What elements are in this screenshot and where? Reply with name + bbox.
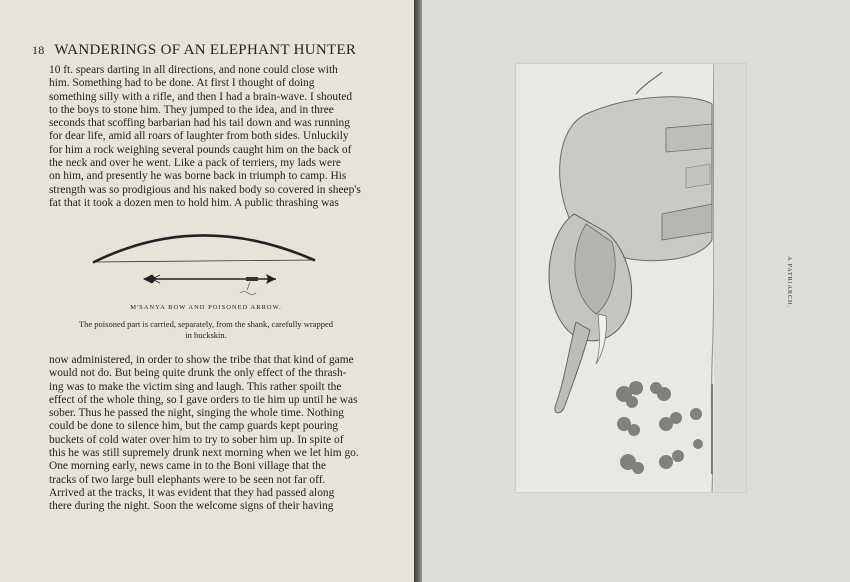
elephant-leg <box>686 164 710 188</box>
plate-caption: A PATRIARCH. <box>786 256 792 308</box>
text-line: buckets of cold water over him to try to sober him up. In spite of <box>49 433 344 446</box>
running-head <box>32 42 392 59</box>
book-title: WANDERINGS OF AN ELEPHANT HUNTER <box>54 42 357 58</box>
paragraph-top <box>49 64 361 210</box>
page-number: 18 <box>32 43 45 57</box>
text-line: sober. Thus he passed the night, singing the whole time. Nothing <box>49 407 344 420</box>
figure-caption-line: The poisoned part is carried, separately, from the shank, carefully wrapped <box>78 319 334 329</box>
text-line: 10 ft. spears darting in all directions, and none could close with <box>49 64 338 76</box>
text-line: something silly with a rifle, and then I had a brain-wave. I shouted <box>49 90 353 103</box>
right-page <box>422 0 850 582</box>
elephant-tail <box>636 72 662 94</box>
text-line: the neck and over he went. Like a pack of terriers, my lads were <box>49 157 341 170</box>
paragraph-bottom <box>49 354 361 514</box>
plate-shade <box>714 64 746 492</box>
text-line: for dear life, amid all roars of laughter from both sides. Unluckily <box>49 130 349 143</box>
elephant-illustration <box>516 64 746 492</box>
bow-and-arrow-figure <box>90 218 320 298</box>
bow-string <box>94 260 314 262</box>
text-line: would not do. But being quite drunk the only effect of the thrash- <box>49 367 347 380</box>
text-line: strength was so prodigious and his naked body so covered in sheep's <box>49 183 361 196</box>
text-line: tracks of two large bull elephants were to be seen not far off. <box>49 473 326 486</box>
elephant-trunk <box>555 322 590 413</box>
artist-signature <box>240 282 256 295</box>
text-line: him. Something had to be done. At first I thought of doing <box>49 77 315 90</box>
tree-cluster <box>616 381 703 474</box>
text-line: now administered, in order to show the tribe that that kind of game <box>49 354 354 366</box>
text-line: One morning early, news came in to the Boni village that the <box>49 460 326 473</box>
figure-caption-line: in buckskin. <box>185 330 227 340</box>
text-line: seconds that scoffing barbarian had his tail down and was running <box>49 117 350 130</box>
text-line: effect of the whole thing, so I gave orders to tie him up until he was <box>49 393 358 406</box>
figure-caption-title: M'SANYA BOW AND POISONED ARROW. <box>130 304 282 311</box>
text-line: could be done to silence him, but the camp guards kept pouring <box>49 420 339 433</box>
text-line: fat that it took a dozen men to hold him. A public thrashing was <box>49 196 339 209</box>
elephant-leg <box>666 124 712 152</box>
text-line: to the boys to stone him. They jumped to the idea, and in three <box>49 103 334 116</box>
text-line: ing was to make the victim sing and laugh. This rather spoilt the <box>49 380 342 393</box>
text-line: there during the night. Soon the welcome signs of their having <box>49 500 334 513</box>
arrow-binding <box>246 277 258 281</box>
bow-limb <box>94 235 314 262</box>
figure-caption <box>50 319 362 341</box>
book-gutter <box>414 0 422 582</box>
text-line: on him, and presently he was borne back in triumph to camp. His <box>49 170 347 183</box>
left-page <box>0 0 414 582</box>
text-line: for him a rock weighing several pounds caught him on the back of <box>49 143 352 156</box>
text-line: Arrived at the tracks, it was evident that they had passed along <box>49 486 335 499</box>
text-line: this he was still supremely drunk next morning when we let him go. <box>49 447 359 460</box>
